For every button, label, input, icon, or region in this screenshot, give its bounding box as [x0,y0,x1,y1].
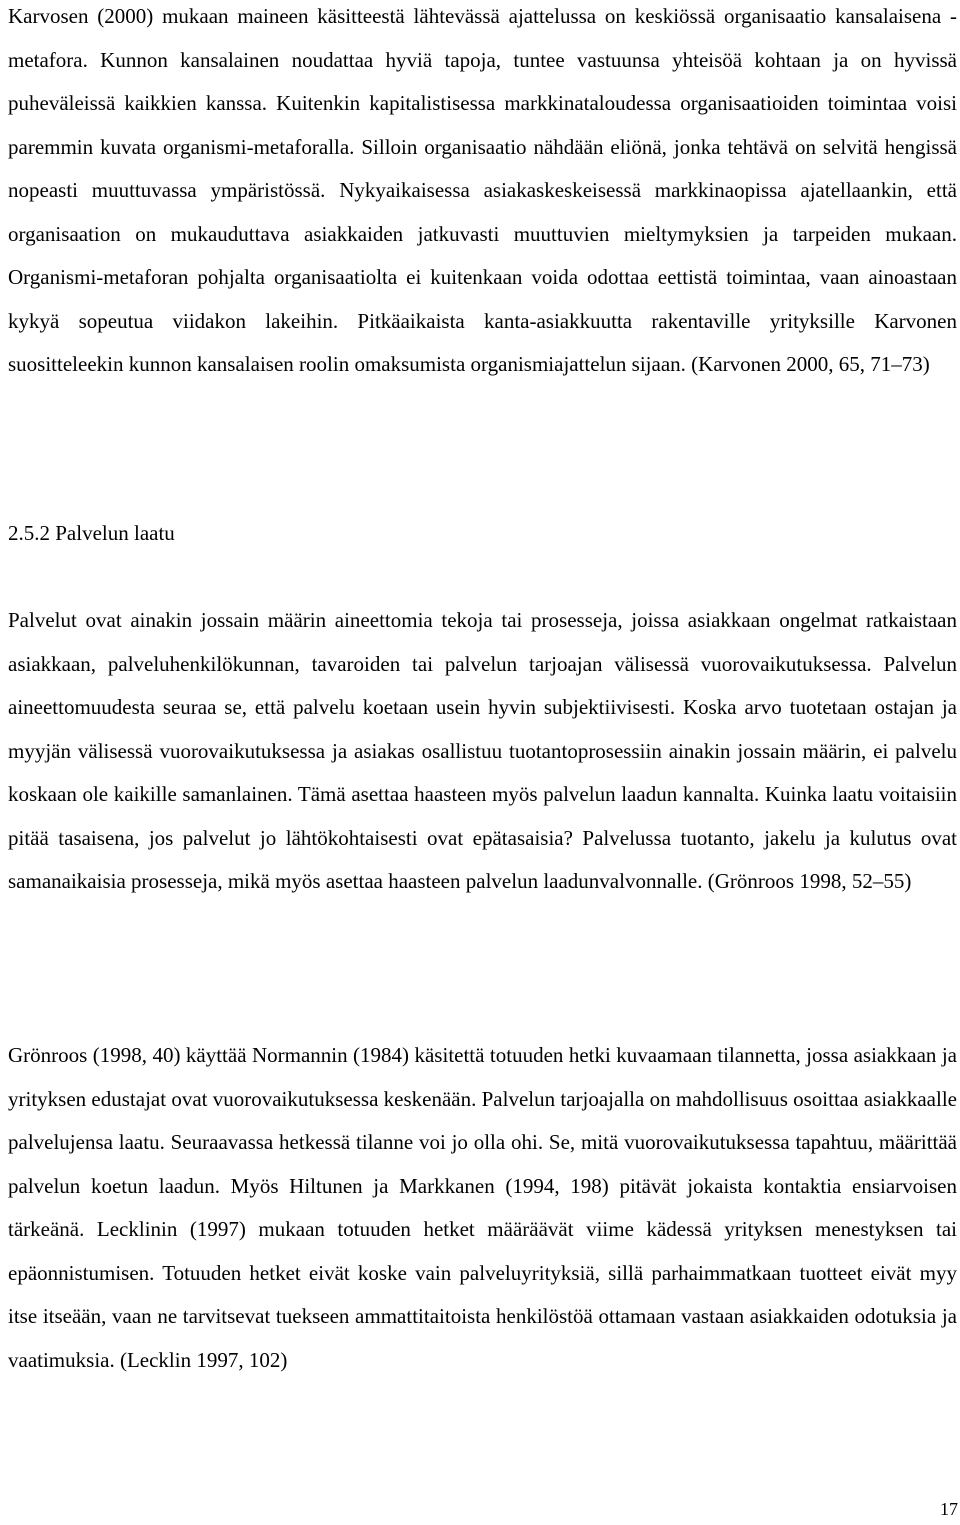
page-number: 17 [940,1499,958,1519]
section-heading: 2.5.2 Palvelun laatu [8,521,175,545]
body-paragraph: Karvosen (2000) mukaan maineen käsitteestä lähtevässä ajattelussa on keskiössä organisaatio kansalaisena -metafora. Kunnon kansalainen noudattaa hyviä tapoja, tuntee vastuunsa yhteisöä kohtaan ja on hyvissä puheväleissä kaikkien kanssa. Kuitenkin kapitalistisessa markkinataloudessa organisaatioiden toimintaa voisi paremmin kuvata organismi-metaforalla. Silloin organisaatio nähdään eliönä, jonka tehtävä on selvitä hengissä nopeasti muuttuvassa ympäristössä. Nykyaikaisessa asiakaskeskeisessä markkinaopissa ajatellaankin, että organisaation on mukauduttava asiakkaiden jatkuvasti muuttuvien mieltymyksien ja tarpeiden mukaan. Organismi-metaforan pohjalta organisaatiolta ei kuitenkaan voida odottaa eettistä toimintaa, vaan ainoastaan kykyä sopeutua viidakon lakeihin. Pitkäaikaista kanta-asiakkuutta rakentaville yrityksille Karvonen suositteleekin kunnon kansalaisen roolin omaksumista organismiajattelun sijaan. (Karvonen 2000, 65, 71–73) [8,4,957,376]
body-paragraph: Grönroos (1998, 40) käyttää Normannin (1984) käsitettä totuuden hetki kuvaamaan tilannetta, jossa asiakkaan ja yrityksen edustajat ovat vuorovaikutuksessa keskenään. Palvelun tarjoajalla on mahdollisuus osoittaa asiakkaalle palvelujensa laatu. Seuraavassa hetkessä tilanne voi jo olla ohi. Se, mitä vuorovaikutuksessa tapahtuu, määrittää palvelun koetun laadun. Myös Hiltunen ja Markkanen (1994, 198) pitävät jokaista kontaktia ensiarvoisen tärkeänä. Lecklinin (1997) mukaan totuuden hetket määräävät viime kädessä yrityksen menestyksen tai epäonnistumisen. Totuuden hetket eivät koske vain palveluyrityksiä, sillä parhaimmatkaan tuotteet eivät myy itse itseään, vaan ne tarvitsevat tuekseen ammattitaitoista henkilöstöä ottamaan vastaan asiakkaiden odotuksia ja vaatimuksia. (Lecklin 1997, 102) [8,1043,957,1372]
body-paragraph: Palvelut ovat ainakin jossain määrin aineettomia tekoja tai prosesseja, joissa asiakkaan ongelmat ratkaistaan asiakkaan, palveluhenkilökunnan, tavaroiden tai palvelun tarjoajan välisessä vuorovaikutuksessa. Palvelun aineettomuudesta seuraa se, että palvelu koetaan usein hyvin subjektiivisesti. Koska arvo tuotetaan ostajan ja myyjän välisessä vuorovaikutuksessa ja asiakas osallistuu tuotantoprosessiin ainakin jossain määrin, ei palvelu koskaan ole kaikille samanlainen. Tämä asettaa haasteen myös palvelun laadun kannalta. Kuinka laatu voitaisiin pitää tasaisena, jos palvelut jo lähtökohtaisesti ovat epätasaisia? Palvelussa tuotanto, jakelu ja kulutus ovat samanaikaisia prosesseja, mikä myös asettaa haasteen palvelun laadunvalvonnalle. (Grönroos 1998, 52–55) [8,608,957,893]
